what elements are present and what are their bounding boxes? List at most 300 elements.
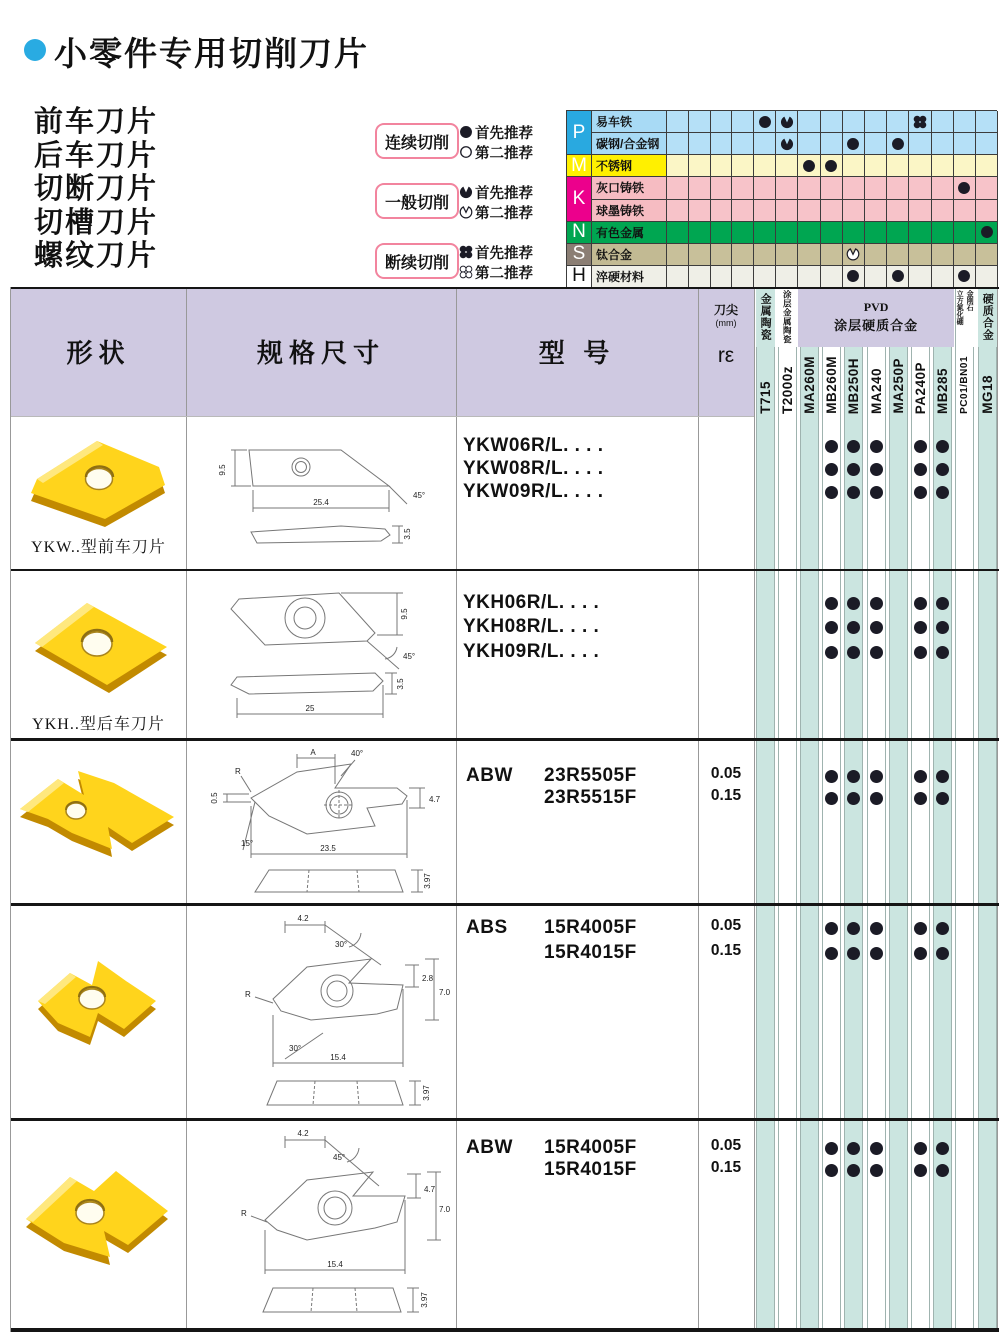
material-cell bbox=[689, 133, 711, 155]
material-cell bbox=[667, 244, 689, 266]
model-number: YKH06R/L. . . . bbox=[463, 592, 600, 613]
recommendation-dot bbox=[914, 621, 927, 634]
material-cell bbox=[821, 222, 843, 244]
legend-item-label: 首先推荐 bbox=[475, 245, 533, 262]
grade-column-header bbox=[954, 347, 976, 416]
material-row-name: 碳钢/合金钢 bbox=[592, 133, 667, 155]
recommendation-dot bbox=[847, 770, 860, 783]
material-cell bbox=[667, 222, 689, 244]
dim-label: A bbox=[310, 748, 316, 757]
material-cell bbox=[976, 200, 998, 222]
column-divider bbox=[754, 287, 755, 1329]
material-cell bbox=[843, 200, 865, 222]
legend-item-label: 第二推荐 bbox=[475, 265, 533, 282]
material-mark-circle-filled bbox=[954, 266, 976, 288]
material-cell bbox=[821, 244, 843, 266]
grade-column-header bbox=[754, 347, 776, 416]
tool-type-item: 螺纹刀片 bbox=[34, 240, 159, 272]
dim-label: 2.8 bbox=[422, 974, 434, 983]
recommendation-dot bbox=[936, 947, 949, 960]
nose-symbol: rε bbox=[717, 344, 735, 367]
recommendation-dot bbox=[847, 646, 860, 659]
spec-drawing-ykw bbox=[189, 420, 453, 566]
material-cell bbox=[843, 222, 865, 244]
dim-label: 3.97 bbox=[423, 873, 432, 889]
material-cell bbox=[667, 133, 689, 155]
group-label: PVD bbox=[863, 300, 889, 314]
material-cell bbox=[689, 155, 711, 177]
recommendation-dot bbox=[936, 597, 949, 610]
title-bullet-icon bbox=[24, 39, 46, 61]
material-group-letter-N: N bbox=[567, 222, 592, 244]
recommendation-dot bbox=[825, 646, 838, 659]
material-cell bbox=[689, 111, 711, 133]
material-cell bbox=[776, 244, 798, 266]
recommendation-dot bbox=[825, 486, 838, 499]
group-pvd-carbide bbox=[798, 287, 953, 347]
material-cell bbox=[667, 155, 689, 177]
column-divider bbox=[456, 287, 457, 1329]
material-cell bbox=[776, 266, 798, 288]
material-mark-pacman-filled bbox=[776, 133, 798, 155]
legend-item bbox=[459, 262, 533, 282]
material-cell bbox=[976, 266, 998, 288]
recommendation-dot bbox=[914, 486, 927, 499]
dim-label: 30° bbox=[289, 1044, 302, 1053]
material-group-letter-M: M bbox=[567, 155, 592, 177]
nose-radius-value: 0.15 bbox=[710, 942, 742, 959]
material-mark-pacman-filled bbox=[776, 111, 798, 133]
legend-continuous-cutting: 连续切削 bbox=[375, 123, 459, 159]
clover-filled-icon bbox=[459, 245, 473, 259]
group-coated-cermet bbox=[778, 287, 797, 347]
recommendation-dot bbox=[847, 1142, 860, 1155]
recommendation-dot bbox=[870, 792, 883, 805]
legend-item bbox=[459, 182, 533, 202]
material-cell bbox=[932, 244, 954, 266]
dim-label: R bbox=[241, 1209, 247, 1218]
material-cell bbox=[798, 266, 820, 288]
material-mark-circle-filled bbox=[976, 222, 998, 244]
insert-photo-ykw bbox=[19, 427, 179, 531]
material-cell bbox=[887, 222, 909, 244]
material-cell bbox=[754, 222, 776, 244]
material-cell bbox=[932, 133, 954, 155]
nose-radius-value: 0.05 bbox=[710, 765, 742, 782]
grade-column-stripe bbox=[778, 287, 797, 1329]
grade-column-header bbox=[909, 347, 931, 416]
recommendation-dot bbox=[870, 486, 883, 499]
spec-drawing-abw15 bbox=[189, 1122, 453, 1327]
row-separator bbox=[11, 903, 999, 906]
material-cell bbox=[954, 200, 976, 222]
material-cell bbox=[887, 155, 909, 177]
insert-caption: YKH..型后车刀片 bbox=[32, 716, 165, 733]
material-cell bbox=[865, 244, 887, 266]
model-number: 15R4015F bbox=[544, 942, 637, 963]
recommendation-dot bbox=[825, 1142, 838, 1155]
recommendation-dot bbox=[847, 621, 860, 634]
spec-drawing-abs15 bbox=[189, 907, 453, 1117]
grade-name: MB250H bbox=[846, 357, 862, 414]
grade-column-stripe bbox=[800, 287, 819, 1329]
recommendation-dot bbox=[914, 597, 927, 610]
recommendation-dot bbox=[914, 922, 927, 935]
material-cell bbox=[821, 177, 843, 199]
material-cell bbox=[798, 222, 820, 244]
material-cell bbox=[887, 177, 909, 199]
grade-name: MB260M bbox=[824, 356, 840, 414]
tool-type-item: 前车刀片 bbox=[34, 106, 159, 138]
recommendation-dot bbox=[936, 486, 949, 499]
grade-column-header bbox=[798, 347, 820, 416]
material-cell bbox=[976, 111, 998, 133]
material-cell bbox=[798, 133, 820, 155]
dim-label: 0.5 bbox=[210, 792, 219, 804]
model-number: YKW08R/L. . . . bbox=[463, 458, 604, 479]
material-cell bbox=[667, 200, 689, 222]
material-mark-pacman-outline bbox=[843, 244, 865, 266]
legend-interrupted-cutting: 断续切削 bbox=[375, 243, 459, 279]
model-number: 15R4005F bbox=[544, 1137, 637, 1158]
material-cell bbox=[909, 266, 931, 288]
group-cbn-diamond bbox=[956, 287, 975, 347]
recommendation-dot bbox=[870, 440, 883, 453]
material-cell bbox=[732, 133, 754, 155]
dim-label: R bbox=[245, 990, 251, 999]
insert-photo-abw15 bbox=[16, 1147, 176, 1277]
material-mark-clover-filled bbox=[909, 111, 931, 133]
nose-radius-value: 0.05 bbox=[710, 917, 742, 934]
model-number: 23R5505F bbox=[544, 765, 637, 786]
material-cell bbox=[976, 155, 998, 177]
recommendation-dot bbox=[870, 463, 883, 476]
legend-item bbox=[459, 242, 533, 262]
material-cell bbox=[754, 266, 776, 288]
material-cell bbox=[865, 266, 887, 288]
material-cell bbox=[689, 200, 711, 222]
legend-item bbox=[459, 122, 533, 142]
circle-outline-icon bbox=[459, 145, 473, 159]
dim-label: 4.7 bbox=[424, 1185, 436, 1194]
material-cell bbox=[865, 222, 887, 244]
material-cell bbox=[732, 200, 754, 222]
recommendation-dot bbox=[847, 597, 860, 610]
material-cell bbox=[667, 266, 689, 288]
material-cell bbox=[732, 111, 754, 133]
row-separator bbox=[11, 1118, 999, 1121]
recommendation-dot bbox=[870, 646, 883, 659]
dim-label: 45° bbox=[333, 1153, 346, 1162]
material-cell bbox=[887, 244, 909, 266]
row-separator bbox=[11, 738, 999, 741]
material-mark-circle-filled bbox=[798, 155, 820, 177]
material-cell bbox=[954, 222, 976, 244]
legend-item bbox=[459, 142, 533, 162]
material-row-name: 钛合金 bbox=[592, 244, 667, 266]
dim-label: 9.5 bbox=[218, 464, 227, 476]
grade-column-stripe bbox=[978, 287, 997, 1329]
material-group-letter-P: P bbox=[567, 111, 592, 155]
recommendation-dot bbox=[847, 947, 860, 960]
recommendation-dot bbox=[825, 440, 838, 453]
dim-label: 4.7 bbox=[429, 795, 441, 804]
tool-type-item: 后车刀片 bbox=[34, 139, 159, 172]
material-cell bbox=[711, 266, 733, 288]
model-prefix: ABW bbox=[466, 765, 513, 786]
material-cell bbox=[976, 244, 998, 266]
model-number: 15R4015F bbox=[544, 1159, 637, 1180]
material-cell bbox=[909, 200, 931, 222]
dim-label: 3.5 bbox=[403, 528, 412, 540]
material-group-letter-S: S bbox=[567, 244, 592, 266]
material-cell bbox=[865, 111, 887, 133]
recommendation-dot bbox=[847, 463, 860, 476]
material-cell bbox=[689, 177, 711, 199]
dim-label: 15.4 bbox=[327, 1260, 343, 1269]
material-cell bbox=[732, 222, 754, 244]
material-group-letter-K: K bbox=[567, 177, 592, 221]
table-top-border bbox=[11, 287, 999, 289]
material-cell bbox=[732, 177, 754, 199]
material-cell bbox=[821, 111, 843, 133]
recommendation-dot bbox=[825, 1164, 838, 1177]
column-divider bbox=[698, 287, 699, 1329]
dim-label: 7.0 bbox=[439, 1205, 451, 1214]
material-mark-circle-filled bbox=[954, 177, 976, 199]
material-cell bbox=[909, 222, 931, 244]
material-cell bbox=[909, 155, 931, 177]
recommendation-dot bbox=[847, 922, 860, 935]
recommendation-dot bbox=[870, 1164, 883, 1177]
insert-photo-abs15 bbox=[26, 939, 166, 1057]
legend-item-label: 第二推荐 bbox=[475, 205, 533, 222]
model-number: YKH09R/L. . . . bbox=[463, 641, 600, 662]
dim-label: 25 bbox=[305, 704, 315, 713]
grade-column-header bbox=[821, 347, 843, 416]
dim-label: 9.5 bbox=[400, 608, 409, 620]
dim-label: 45° bbox=[413, 491, 426, 500]
material-cell bbox=[976, 133, 998, 155]
dim-label: 15° bbox=[241, 839, 254, 848]
grade-name: MA260M bbox=[801, 356, 817, 414]
material-cell bbox=[754, 200, 776, 222]
material-cell bbox=[843, 111, 865, 133]
dim-label: 25.4 bbox=[313, 498, 329, 507]
recommendation-dot bbox=[936, 1164, 949, 1177]
material-row-name: 淬硬材料 bbox=[592, 266, 667, 288]
recommendation-dot bbox=[825, 922, 838, 935]
recommendation-dot bbox=[914, 440, 927, 453]
legend-item-label: 首先推荐 bbox=[475, 185, 533, 202]
recommendation-dot bbox=[847, 440, 860, 453]
nose-radius-value: 0.15 bbox=[710, 1159, 742, 1176]
material-cell bbox=[909, 177, 931, 199]
material-cell bbox=[865, 177, 887, 199]
material-cell bbox=[711, 200, 733, 222]
material-cell bbox=[711, 155, 733, 177]
dim-label: 3.97 bbox=[422, 1085, 431, 1101]
recommendation-dot bbox=[914, 770, 927, 783]
group-cermet bbox=[756, 287, 775, 347]
grade-column-header bbox=[865, 347, 887, 416]
material-cell bbox=[887, 111, 909, 133]
material-cell bbox=[976, 177, 998, 199]
model-number: YKW09R/L. . . . bbox=[463, 481, 604, 502]
material-cell bbox=[798, 200, 820, 222]
nose-radius-value: 0.05 bbox=[710, 1137, 742, 1154]
pacman-filled-icon bbox=[459, 185, 473, 199]
dim-label: 45° bbox=[403, 652, 416, 661]
grade-column-stripe bbox=[889, 287, 908, 1329]
recommendation-dot bbox=[936, 646, 949, 659]
recommendation-dot bbox=[936, 792, 949, 805]
material-cell bbox=[932, 177, 954, 199]
material-cell bbox=[754, 133, 776, 155]
tool-type-list bbox=[34, 106, 158, 274]
group-label: 涂层金属陶瓷 bbox=[782, 290, 793, 344]
grade-column-stripe bbox=[955, 287, 974, 1329]
material-cell bbox=[667, 177, 689, 199]
recommendation-dot bbox=[914, 463, 927, 476]
group-label: 硬质合金 bbox=[981, 293, 994, 341]
dim-label: 7.0 bbox=[439, 988, 451, 997]
header-spec: 规格尺寸 bbox=[186, 287, 456, 416]
material-cell bbox=[754, 244, 776, 266]
material-cell bbox=[932, 155, 954, 177]
grade-name: MA240 bbox=[868, 367, 884, 414]
material-grid bbox=[566, 110, 997, 287]
material-row-name: 不锈钢 bbox=[592, 155, 667, 177]
material-cell bbox=[909, 133, 931, 155]
material-cell bbox=[754, 177, 776, 199]
material-group-letter-H: H bbox=[567, 266, 592, 288]
group-label: 金属陶瓷 bbox=[759, 293, 772, 341]
dim-label: 40° bbox=[351, 749, 364, 758]
grade-name: T715 bbox=[757, 381, 773, 414]
material-cell bbox=[711, 222, 733, 244]
grade-column-header bbox=[932, 347, 954, 416]
material-cell bbox=[954, 155, 976, 177]
material-mark-circle-filled bbox=[887, 266, 909, 288]
table-bottom-border bbox=[11, 1328, 999, 1332]
recommendation-dot bbox=[870, 1142, 883, 1155]
group-label: 立方氮化硼 bbox=[956, 290, 965, 325]
recommendation-dot bbox=[825, 597, 838, 610]
material-cell bbox=[843, 155, 865, 177]
insert-caption: YKW..型前车刀片 bbox=[31, 539, 166, 556]
recommendation-dot bbox=[825, 463, 838, 476]
header-nose-radius bbox=[698, 287, 754, 416]
material-row-name: 灰口铸铁 bbox=[592, 177, 667, 199]
dim-label: 30° bbox=[335, 940, 348, 949]
grade-column-header bbox=[776, 347, 798, 416]
material-cell bbox=[865, 155, 887, 177]
recommendation-dot bbox=[825, 621, 838, 634]
material-cell bbox=[711, 111, 733, 133]
material-row-name: 球墨铸铁 bbox=[592, 200, 667, 222]
tool-type-item: 切断刀片 bbox=[34, 173, 159, 205]
material-cell bbox=[711, 133, 733, 155]
grade-name: T2000z bbox=[779, 365, 795, 414]
material-cell bbox=[954, 133, 976, 155]
grade-name: MB285 bbox=[935, 367, 951, 414]
nose-label: 刀尖 bbox=[713, 303, 738, 317]
model-prefix: ABW bbox=[466, 1137, 513, 1158]
row-separator bbox=[11, 569, 999, 571]
recommendation-dot bbox=[870, 621, 883, 634]
grade-name: MG18 bbox=[979, 375, 995, 414]
insert-photo-ykh bbox=[19, 583, 179, 705]
material-cell bbox=[776, 200, 798, 222]
model-number: 15R4005F bbox=[544, 917, 637, 938]
grade-column-header bbox=[843, 347, 865, 416]
legend-item-label: 首先推荐 bbox=[475, 125, 533, 142]
material-cell bbox=[887, 200, 909, 222]
recommendation-dot bbox=[847, 792, 860, 805]
recommendation-dot bbox=[825, 792, 838, 805]
header-shape: 形状 bbox=[11, 287, 186, 416]
material-cell bbox=[667, 111, 689, 133]
material-cell bbox=[909, 244, 931, 266]
material-cell bbox=[932, 200, 954, 222]
dim-label: 3.97 bbox=[420, 1292, 429, 1308]
dim-label: 4.2 bbox=[297, 914, 309, 923]
material-cell bbox=[754, 155, 776, 177]
recommendation-dot bbox=[914, 792, 927, 805]
model-prefix: ABS bbox=[466, 917, 508, 938]
grade-name: MA250P bbox=[890, 358, 906, 414]
group-label: 金刚石 bbox=[966, 290, 975, 311]
material-cell bbox=[932, 266, 954, 288]
material-cell bbox=[932, 222, 954, 244]
material-mark-circle-filled bbox=[843, 266, 865, 288]
model-number: YKH08R/L. . . . bbox=[463, 616, 600, 637]
material-cell bbox=[732, 244, 754, 266]
recommendation-dot bbox=[914, 1142, 927, 1155]
nose-unit: (mm) bbox=[715, 318, 737, 328]
material-cell bbox=[776, 155, 798, 177]
material-cell bbox=[798, 177, 820, 199]
spec-drawing-abw23 bbox=[189, 742, 453, 902]
material-mark-circle-filled bbox=[754, 111, 776, 133]
legend-general-cutting: 一般切削 bbox=[375, 183, 459, 219]
recommendation-dot bbox=[936, 463, 949, 476]
material-cell bbox=[843, 177, 865, 199]
dim-label: 4.2 bbox=[297, 1129, 309, 1138]
model-number: YKW06R/L. . . . bbox=[463, 435, 604, 456]
recommendation-dot bbox=[936, 440, 949, 453]
recommendation-dot bbox=[914, 646, 927, 659]
material-cell bbox=[932, 111, 954, 133]
recommendation-dot bbox=[936, 922, 949, 935]
recommendation-dot bbox=[914, 947, 927, 960]
legend-item-label: 第二推荐 bbox=[475, 145, 533, 162]
dim-label: 3.5 bbox=[396, 678, 405, 690]
material-cell bbox=[776, 222, 798, 244]
spec-drawing-ykh bbox=[189, 573, 453, 737]
material-cell bbox=[798, 244, 820, 266]
insert-photo-abw23 bbox=[14, 755, 179, 863]
recommendation-dot bbox=[936, 621, 949, 634]
dim-label: 23.5 bbox=[320, 844, 336, 853]
tool-type-item: 切槽刀片 bbox=[34, 206, 159, 239]
recommendation-dot bbox=[870, 597, 883, 610]
recommendation-dot bbox=[825, 770, 838, 783]
material-mark-circle-filled bbox=[821, 155, 843, 177]
material-cell bbox=[954, 111, 976, 133]
material-cell bbox=[954, 244, 976, 266]
